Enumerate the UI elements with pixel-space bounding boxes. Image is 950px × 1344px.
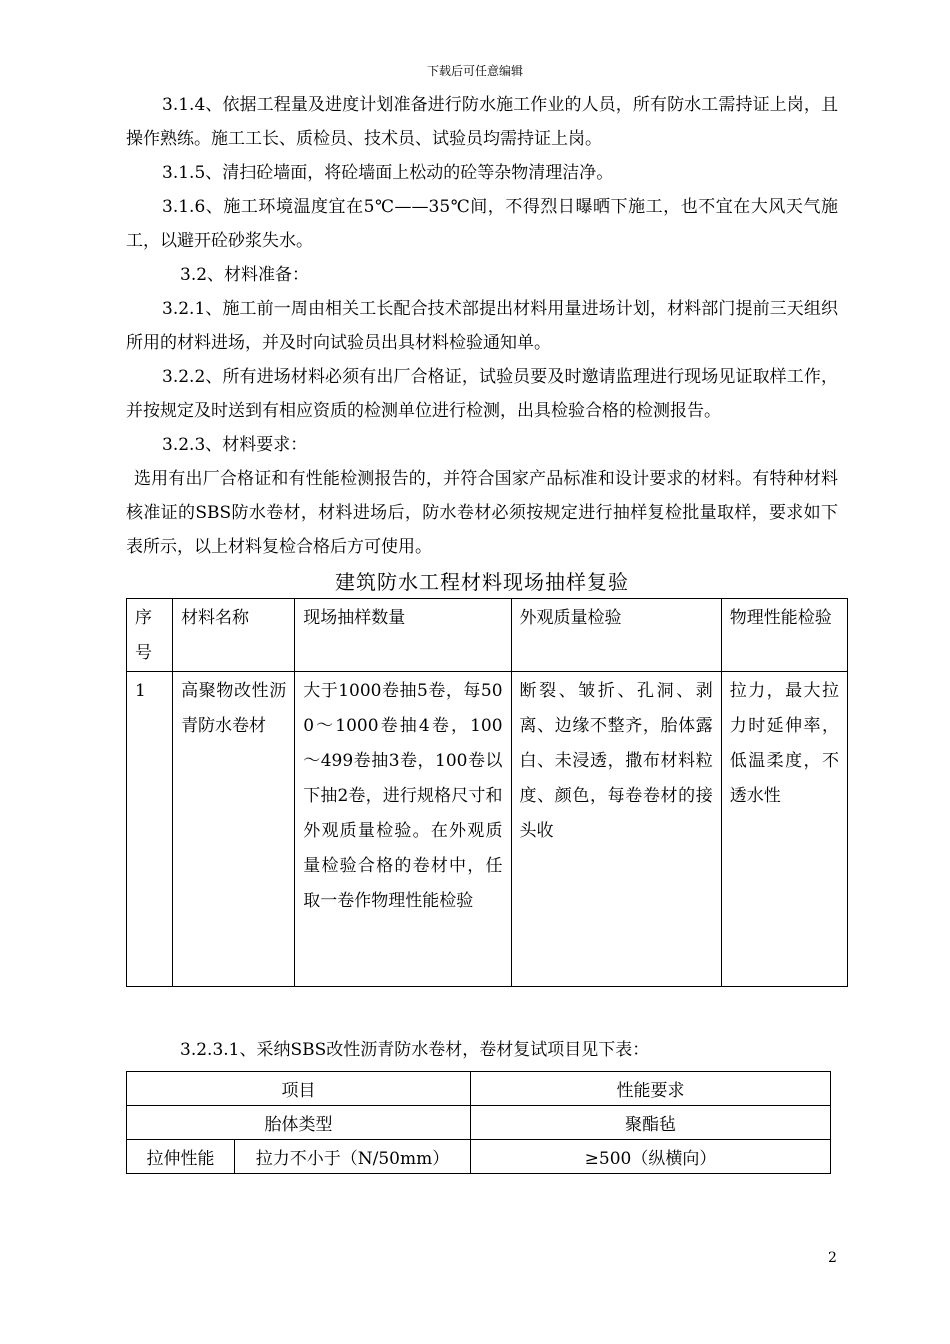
- paragraph-3-1-6: 3.1.6、施工环境温度宜在5℃——35℃间，不得烈日曝晒下施工，也不宜在大风天气施工，以避开砼砂浆失水。: [126, 197, 838, 251]
- table-row: [127, 672, 848, 987]
- header-seq: 序号: [127, 599, 173, 672]
- paragraph-3-2: 3.2、材料准备：: [180, 265, 310, 285]
- table-row: [127, 1106, 831, 1140]
- header-appearance-check: 外观质量检验: [511, 599, 721, 672]
- cell-tensile-group: 拉伸性能: [127, 1140, 235, 1174]
- sampling-table-header-row: [127, 599, 848, 672]
- cell-sample-quantity: 大于1000卷抽5卷，每500～1000卷抽4卷，100～499卷抽3卷，100卷以下抽2卷，进行规格尺寸和外观质量检验。在外观质量检验合格的卷材中，任取一卷作物理性能检验: [295, 672, 511, 987]
- paragraph-3-2-3-1: 3.2.3.1、采纳SBS改性沥青防水卷材，卷材复试项目见下表：: [180, 1040, 650, 1060]
- paragraph-3-2-1: 3.2.1、施工前一周由相关工长配合技术部提出材料用量进场计划，材料部门提前三天组织所用的材料进场，并及时向试验员出具材料检验通知单。: [126, 299, 838, 353]
- paragraph-3-1-5: 3.1.5、清扫砼墙面，将砼墙面上松动的砼等杂物清理洁净。: [162, 163, 614, 183]
- paragraph-3-2-3-body: 选用有出厂合格证和有性能检测报告的，并符合国家产品标准和设计要求的材料。有特种材料核准证的SBS防水卷材，材料进场后，防水卷材必须按规定进行抽样复检批量取样，要求如下表所示，以上材料复检合格后方可使用。: [126, 469, 838, 557]
- cell-appearance-check: 断裂、皱折、孔洞、剥离、边缘不整齐，胎体露白、未浸透，撒布材料粒度、颜色，每卷卷材的接头收: [511, 672, 721, 987]
- retest-table: [126, 1071, 831, 1174]
- cell-base-type-value: 聚酯毡: [471, 1106, 831, 1140]
- spacer: [126, 987, 838, 1033]
- table-row: [127, 1140, 831, 1174]
- cell-tensile-value: ≥500（纵横向）: [471, 1140, 831, 1174]
- paragraph-3-2-3: 3.2.3、材料要求：: [162, 435, 308, 455]
- header-item: 项目: [127, 1072, 471, 1106]
- retest-header-row: [127, 1072, 831, 1106]
- cell-physical-check: 拉力，最大拉力时延伸率，低温柔度，不透水性: [721, 672, 847, 987]
- cell-seq: 1: [127, 672, 173, 987]
- header-material-name: 材料名称: [173, 599, 295, 672]
- sampling-table-title: 建筑防水工程材料现场抽样复验: [335, 570, 629, 594]
- cell-base-type-label: 胎体类型: [127, 1106, 471, 1140]
- page-header: 下载后可任意编辑: [426, 64, 523, 78]
- paragraph-3-1-4: 3.1.4、依据工程量及进度计划准备进行防水施工作业的人员，所有防水工需持证上岗，且操作熟练。施工工长、质检员、技术员、试验员均需持证上岗。: [126, 95, 838, 149]
- cell-material-name: 高聚物改性沥青防水卷材: [173, 672, 295, 987]
- header-sample-quantity: 现场抽样数量: [295, 599, 511, 672]
- document-body: [126, 88, 838, 1174]
- cell-tensile-label: 拉力不小于（N/50mm）: [235, 1140, 471, 1174]
- header-physical-check: 物理性能检验: [721, 599, 847, 672]
- header-requirement: 性能要求: [471, 1072, 831, 1106]
- paragraph-3-2-2: 3.2.2、所有进场材料必须有出厂合格证，试验员要及时邀请监理进行现场见证取样工作，并按规定及时送到有相应资质的检测单位进行检测，出具检验合格的检测报告。: [126, 367, 838, 421]
- sampling-table: [126, 598, 848, 987]
- page-number: 2: [828, 1250, 837, 1266]
